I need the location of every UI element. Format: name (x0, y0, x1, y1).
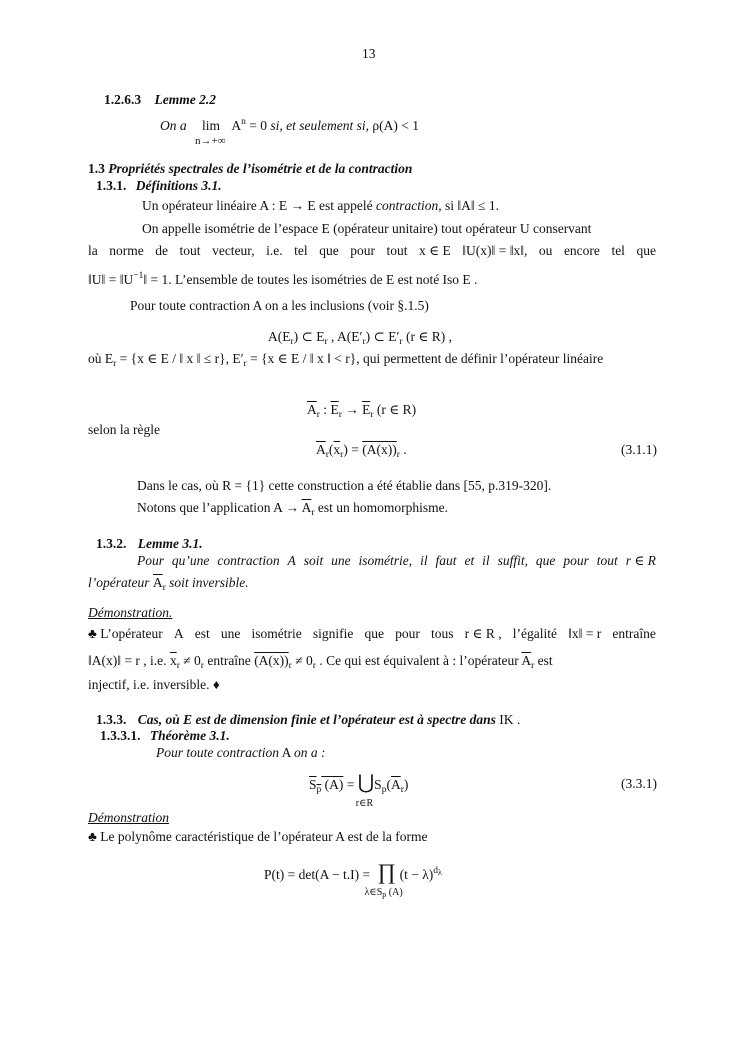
subscript: r (400, 785, 404, 795)
definitions-number: 1.3.1. (96, 178, 127, 193)
word: x ∈ E (419, 243, 451, 258)
section-number: 1.3.3. (96, 712, 127, 727)
subscript-part: λ∈S (364, 887, 383, 898)
formula: A : E → E (259, 198, 316, 213)
formula-part: $\overline{A}$ (521, 653, 532, 668)
definition-line-1 (142, 197, 499, 214)
exponent: d (433, 866, 438, 876)
word: isométrie (251, 626, 302, 641)
subscript: r (311, 508, 315, 518)
subscript: r (290, 337, 294, 347)
subscript: r (338, 410, 342, 420)
operator-map-formula (307, 401, 416, 424)
word: que (636, 243, 656, 258)
formula-exponent: −1 (133, 271, 144, 281)
text: on a : (294, 745, 326, 760)
condition: ρ(A) < 1 (372, 118, 419, 133)
lemma-3-1-heading (96, 535, 203, 552)
word: ‖U(x)‖ = ‖x‖, (462, 243, 528, 258)
word: signifie (312, 626, 354, 641)
homomorphism-note (137, 499, 448, 522)
formula: ‖A‖ ≤ 1. (457, 198, 499, 213)
section-title: Propriétés spectrales de l’isométrie et de la contraction (108, 161, 413, 176)
word: qu’une (171, 553, 210, 568)
word: une (331, 553, 351, 568)
subscript: r (316, 410, 320, 420)
case-text: Dans le cas, où R = {1} cette construction a été établie dans [55, p.319-320]. (137, 478, 552, 493)
lemma-3-1-line-2 (88, 574, 249, 597)
formula-part: : (319, 402, 331, 417)
text: est appelé (318, 198, 373, 213)
statement-text: si, et seulement si, (270, 118, 369, 133)
statement-text: On a (160, 118, 187, 133)
definition-line-3 (88, 242, 656, 259)
formula-part: $\overline{A}$ (390, 777, 401, 792)
formula-part: (A(x)) (362, 442, 397, 457)
section-1-3-heading (88, 160, 412, 177)
formula-part: (t − λ) (399, 867, 434, 882)
word: pour (563, 553, 589, 568)
demonstration-title: Démonstration. (88, 605, 173, 620)
word: pour (395, 626, 420, 641)
field-symbol: IK . (495, 712, 521, 727)
section-title: Cas, où E est de dimension finie et l’opérateur est à spectre dans (137, 712, 496, 727)
subscript-part: p (382, 890, 387, 899)
set-definitions-line (88, 350, 603, 373)
word: soit (303, 553, 324, 568)
theorem-title: Théorème 3.1. (149, 728, 230, 743)
subscript: r (312, 661, 316, 671)
section-1-3-3-heading (96, 711, 520, 728)
formula-part: $\overline{x}$ (333, 442, 341, 457)
word: il (482, 553, 490, 568)
word: A (287, 553, 296, 568)
word: tout (179, 243, 201, 258)
limit-expression (195, 117, 226, 147)
word: contraction (217, 553, 280, 568)
formula-exponent: n (241, 117, 246, 127)
demonstration-line-2 (88, 652, 553, 675)
spectrum-union-formula: $S_p$ (A) = ⋃ r∈R $S_p(\overline{A}_r)$ (309, 775, 408, 799)
word: l’égalité (512, 626, 557, 641)
text: Pour toute contraction (156, 745, 279, 760)
inclusions-formula (268, 328, 452, 351)
text: ≠ 0 (291, 653, 313, 668)
formula-part: $\overline{A}$ (152, 575, 163, 590)
word: r ∈ R , (464, 626, 502, 641)
text: où E (88, 351, 114, 366)
formula-part: $\overline{E}$ (330, 402, 339, 417)
demonstration-2-line-1: ♣ Le polynôme caractéristique de l’opérateur A est de la forme (88, 829, 428, 844)
word: isométrie, (358, 553, 413, 568)
text: ≠ 0 (179, 653, 201, 668)
word: est (194, 626, 210, 641)
formula: A (278, 745, 294, 760)
union-operator (355, 772, 375, 809)
word: tel (294, 243, 308, 258)
product-symbol: ∏ (377, 859, 396, 884)
lemma-2-2-heading (104, 91, 216, 108)
word: que (364, 626, 384, 641)
subscript: r (362, 337, 366, 347)
rule-formula (316, 441, 407, 464)
formula-part: S (309, 777, 317, 792)
formula-part: (A) (321, 777, 344, 792)
equation-number-3-1-1: (3.1.1) (621, 442, 657, 457)
word: A (173, 626, 184, 641)
product-subscript (364, 884, 402, 903)
subscript: r (113, 359, 117, 369)
text: Notons que l’application A → (137, 500, 302, 515)
word: il (420, 553, 428, 568)
term-contraction: contraction (375, 198, 439, 213)
formula-part: ) ⊂ E (293, 329, 325, 344)
theorem-number: 1.3.3.1. (100, 728, 141, 743)
subscript: r (162, 583, 166, 593)
closure-of-spectrum (309, 777, 344, 795)
formula-part: ) = (343, 442, 363, 457)
page-number: 13 (362, 46, 376, 61)
formula-part: $\overline{x}$ (169, 653, 177, 668)
lim-operator: lim (202, 118, 221, 133)
formula-rhs: = 0 (245, 118, 268, 133)
word: Pour (137, 553, 164, 568)
formula: ‖U‖ = ‖U (88, 272, 134, 287)
word: entraîne (612, 626, 656, 641)
text: soit inversible. (169, 575, 249, 590)
subscript: r (243, 359, 247, 369)
word: ♣ L’opérateur (88, 626, 163, 641)
formula-part: P(t) = det(A − t.I) = (264, 867, 374, 882)
formula (152, 575, 166, 593)
text: l’opérateur (88, 575, 150, 590)
formula (231, 118, 267, 133)
text: est (534, 653, 553, 668)
formula-part: A(E (268, 329, 291, 344)
text: ‖A(x)‖ = r , i.e. (88, 653, 170, 668)
demonstration-line-1 (88, 625, 656, 642)
text: . L’ensemble de toutes les isométries de E est noté Iso E . (168, 272, 478, 287)
word: et (464, 553, 475, 568)
subscript: r (531, 661, 535, 671)
formula-part: $\overline{A}$ (301, 500, 312, 515)
formula-part: , A(E′ (327, 329, 363, 344)
lemma-title: Lemme 2.2 (154, 92, 216, 107)
text: , si (438, 198, 454, 213)
word: encore (563, 243, 600, 258)
rule-text: selon la règle (88, 422, 160, 437)
definition-line-2: On appelle isométrie de l’espace E (opérateur unitaire) tout opérateur U conservant (142, 221, 592, 236)
subscript-part: (A) (386, 887, 403, 898)
word: la (88, 243, 98, 258)
formula-part: (r ∈ R) , (402, 329, 452, 344)
lemma-title: Lemme 3.1. (137, 536, 203, 551)
text: = {x ∈ E / ‖ x ‖ ≤ r}, E′ (116, 351, 244, 366)
formula-base: A (231, 118, 242, 133)
subscript: r (396, 450, 400, 460)
definitions-heading (96, 177, 222, 194)
word: que (535, 553, 556, 568)
text: est un homomorphisme. (314, 500, 449, 515)
subscript: r (399, 337, 403, 347)
formula-part: ( (328, 442, 334, 457)
word: que (319, 243, 339, 258)
word: une (220, 626, 241, 641)
word: suffit, (497, 553, 528, 568)
subscript: p (381, 785, 387, 795)
definition-line-5: Pour toute contraction A on a les inclusions (voir §.1.5) (130, 298, 429, 313)
formula-part: = (343, 777, 358, 792)
word: r ∈ R (625, 553, 656, 568)
definition-line-4 (88, 268, 477, 288)
word: faut (435, 553, 457, 568)
word: pour (350, 243, 375, 258)
word: ‖x‖ = r (568, 626, 602, 641)
word: norme (109, 243, 144, 258)
subscript: r (176, 661, 180, 671)
formula-part: $\overline{A}$ (307, 402, 317, 417)
formula-part: → (341, 402, 363, 417)
formula-part: $\overline{A}$ (316, 442, 326, 457)
formula-part: S (374, 777, 382, 792)
union-symbol: ⋃ (357, 772, 375, 794)
subscript: r (324, 337, 328, 347)
word: tout (386, 243, 408, 258)
formula: ‖ = 1 (143, 272, 169, 287)
demonstration-2-title: Démonstration (88, 810, 169, 825)
lim-subscript: n→+∞ (195, 135, 226, 147)
lemma-number: 1.3.2. (96, 536, 127, 551)
subscript: r (325, 450, 329, 460)
definitions-title: Définitions 3.1. (135, 178, 222, 193)
subscript: r (370, 410, 374, 420)
text: . Ce qui est équivalent à : l’opérateur (315, 653, 522, 668)
text: = {x ∈ E / ‖ x ‖ < r}, qui permettent de définir l’opérateur linéaire (246, 351, 604, 366)
word: i.e. (266, 243, 283, 258)
formula-part: ) ⊂ E′ (365, 329, 400, 344)
subscript: r (200, 661, 204, 671)
subscript: r (340, 450, 344, 460)
formula-part: (r ∈ R) (373, 402, 417, 417)
text: entraîne (203, 653, 255, 668)
word: tout (596, 553, 618, 568)
exponent-subscript: λ (437, 868, 442, 877)
subscript: p (316, 785, 322, 795)
formula-part: . (399, 442, 407, 457)
lemma-2-2-statement (160, 114, 419, 147)
formula-part: (A(x)) (254, 653, 289, 668)
union-subscript: r∈R (355, 798, 374, 809)
word: ou (538, 243, 553, 258)
lemma-number: 1.2.6.3 (104, 92, 142, 107)
word: vecteur, (212, 243, 255, 258)
word: de (155, 243, 169, 258)
equation-number-3-3-1: (3.3.1) (621, 776, 657, 791)
theorem-statement (156, 744, 326, 761)
demonstration-line-3: injectif, i.e. inversible. ♦ (88, 677, 220, 692)
lemma-3-1-line-1 (137, 552, 656, 569)
word: tous (430, 626, 454, 641)
subscript: r (288, 661, 292, 671)
theorem-3-1-heading (100, 727, 230, 744)
text: Un opérateur linéaire (142, 198, 257, 213)
formula-part: $\overline{E}$ (362, 402, 371, 417)
section-number: 1.3 (88, 161, 105, 176)
word: tel (611, 243, 625, 258)
